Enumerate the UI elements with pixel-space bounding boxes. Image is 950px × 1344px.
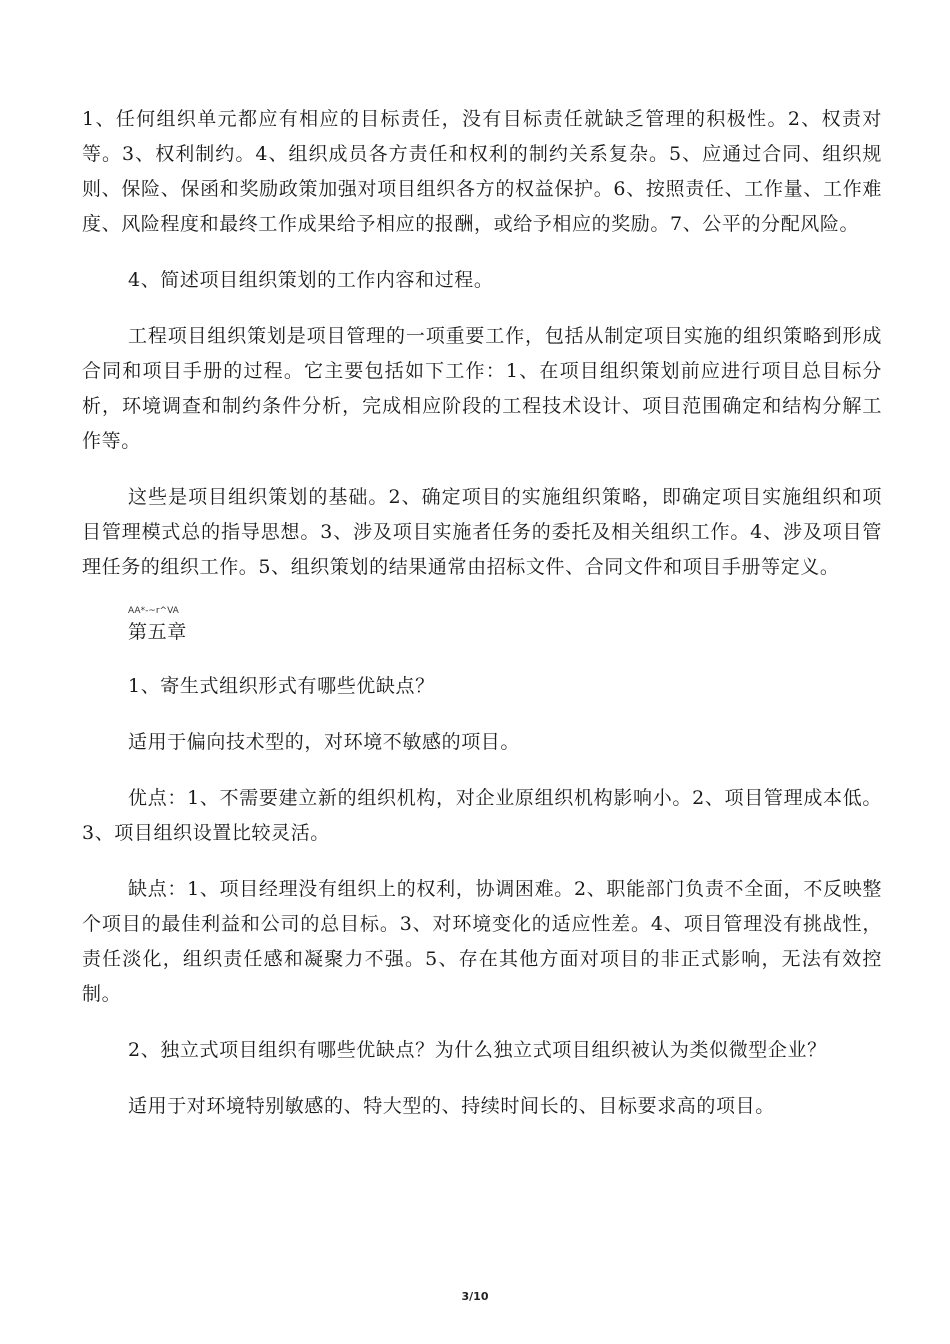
paragraph-org-planning-steps: 这些是项目组织策划的基础。2、确定项目的实施组织策略，即确定项目实施组织和项目管理模式总的指导思想。3、涉及项目实施者任务的委托及相关组织工作。4、涉及项目管理任务的组织工作。5、组织策划的结果通常由招标文件、合同文件和项目手册等定义。: [82, 486, 882, 578]
paragraph-parasitic-advantages: 优点：1、不需要建立新的组织机构，对企业原组织机构影响小。2、项目管理成本低。3、项目组织设置比较灵活。: [82, 787, 882, 844]
question-4-heading: 4、简述项目组织策划的工作内容和过程。: [128, 269, 494, 291]
paragraph-parasitic-disadvantages: 缺点：1、项目经理没有组织上的权利，协调困难。2、职能部门负责不全面，不反映整个项目的最佳利益和公司的总目标。3、对环境变化的适应性差。4、项目管理没有挑战性，责任淡化，组织责任感和凝聚力不强。5、存在其他方面对项目的非正式影响，无法有效控制。: [82, 878, 882, 1005]
paragraph-principles: 1、任何组织单元都应有相应的目标责任，没有目标责任就缺乏管理的积极性。2、权责对等。3、权利制约。4、组织成员各方责任和权利的制约关系复杂。5、应通过合同、组织规则、保险、保函和奖励政策加强对项目组织各方的权益保护。6、按照责任、工作量、工作难度、风险程度和最终工作成果给予相应的报酬，或给予相应的奖励。7、公平的分配风险。: [82, 108, 882, 235]
question-2-heading: 2、独立式项目组织有哪些优缺点？为什么独立式项目组织被认为类似微型企业？: [128, 1039, 827, 1061]
document-body: [82, 102, 882, 1145]
chapter-heading: [128, 606, 882, 647]
page-number: 3/10: [461, 1290, 489, 1303]
paragraph-org-planning-intro: 工程项目组织策划是项目管理的一项重要工作，包括从制定项目实施的组织策略到形成合同和项目手册的过程。它主要包括如下工作：1、在项目组织策划前应进行项目总目标分析，环境调查和制约条件分析，完成相应阶段的工程技术设计、项目范围确定和结构分解工作等。: [82, 325, 882, 452]
paragraph-independent-applicability: 适用于对环境特别敏感的、特大型的、持续时间长的、目标要求高的项目。: [128, 1095, 775, 1117]
question-1-heading: 1、寄生式组织形式有哪些优缺点？: [128, 675, 435, 697]
paragraph-parasitic-applicability: 适用于偏向技术型的，对环境不敏感的项目。: [128, 731, 521, 753]
chapter-mark-artifact: AA*-~r^VA: [128, 606, 179, 616]
chapter-title: 第五章: [128, 621, 187, 643]
